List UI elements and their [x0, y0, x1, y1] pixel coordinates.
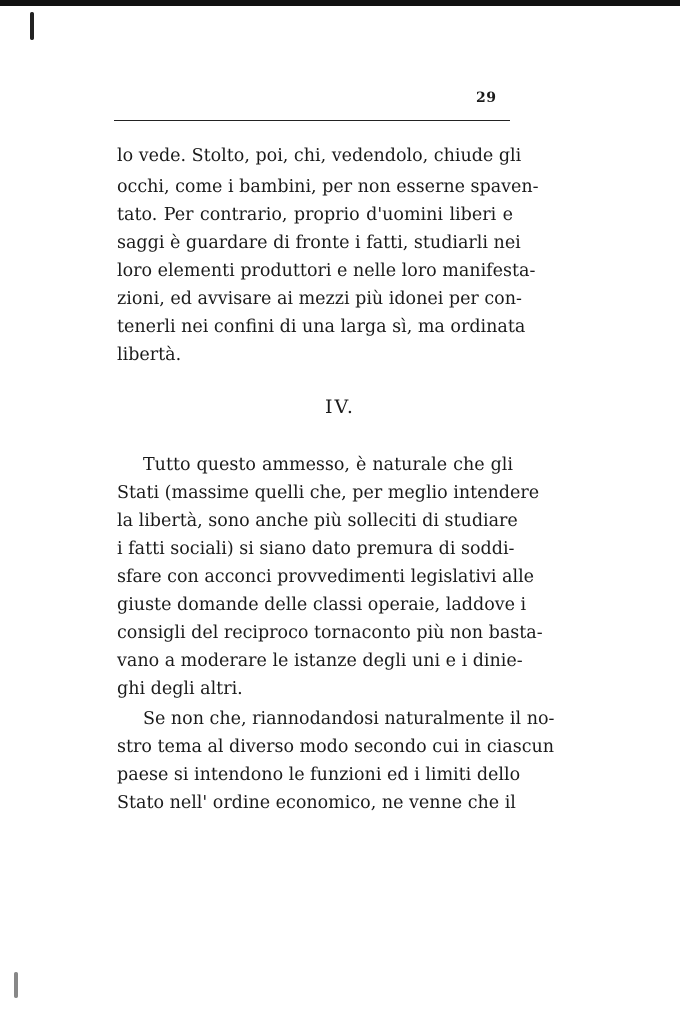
text-line: ghi degli altri.	[117, 679, 243, 699]
text-line: lo vede. Stolto, poi, chi, vedendolo, chiude gli	[117, 146, 522, 166]
text-line: libertà.	[117, 345, 182, 365]
text-line: Tutto questo ammesso, è naturale che gli	[143, 455, 513, 475]
text-line: Stati (massime quelli che, per meglio intendere	[117, 483, 540, 503]
text-line: vano a moderare le istanze degli uni e i dinie-	[117, 651, 523, 671]
text-line: i fatti sociali) si siano dato premura di soddi-	[117, 539, 515, 559]
page-number: 29	[476, 90, 497, 106]
header-rule	[114, 120, 510, 121]
text-line: consigli del reciproco tornaconto più non basta-	[117, 623, 543, 643]
text-line: paese si intendono le funzioni ed i limiti dello	[117, 765, 521, 785]
text-line: stro tema al diverso modo secondo cui in ciascun	[117, 737, 555, 757]
text-line: tenerli nei confini di una larga sì, ma ordinata	[117, 317, 526, 337]
text-line: tato. Per contrario, proprio d'uomini liberi e	[117, 205, 513, 225]
text-line: la libertà, sono anche più solleciti di studiare	[117, 511, 518, 531]
text-line: Stato nell' ordine economico, ne venne che il	[117, 793, 516, 813]
section-heading: IV.	[325, 396, 355, 418]
text-line: loro elementi produttori e nelle loro manifesta-	[117, 261, 536, 281]
page-top-edge	[0, 0, 680, 6]
text-line: Se non che, riannodandosi naturalmente il no-	[143, 709, 555, 729]
text-line: saggi è guardare di fronte i fatti, studiarli nei	[117, 233, 521, 253]
text-line: sfare con acconci provvedimenti legislativi alle	[117, 567, 535, 587]
text-line: giuste domande delle classi operaie, laddove i	[117, 595, 527, 615]
scan-artifact-top	[30, 12, 34, 40]
text-line: zioni, ed avvisare ai mezzi più idonei per con-	[117, 289, 522, 309]
text-line: occhi, come i bambini, per non esserne spaven-	[117, 177, 539, 197]
scan-artifact-bottom	[14, 972, 18, 998]
